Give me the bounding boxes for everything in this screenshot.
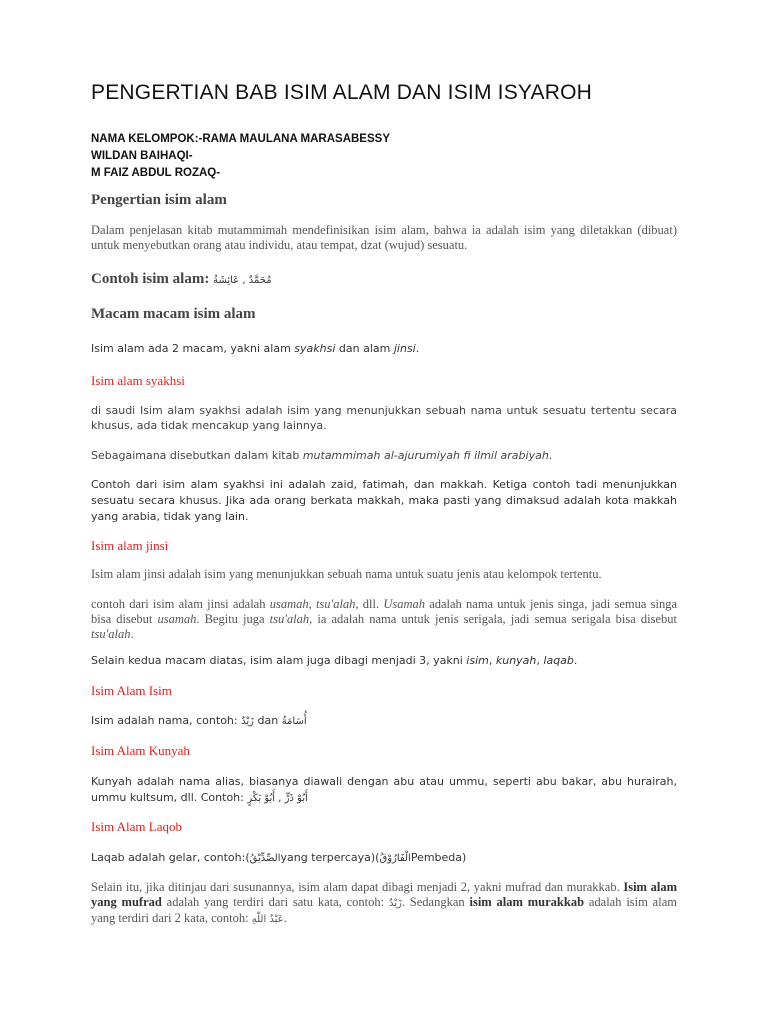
- heading-isim-alam-syakhsi: Isim alam syakhsi: [91, 373, 185, 388]
- text-run: ,: [536, 654, 544, 667]
- text-run: tsu'alah: [269, 612, 310, 626]
- arabic-word: الْفَارُوْقُ: [379, 853, 411, 864]
- heading-pengertian-isim-alam: Pengertian isim alam: [91, 192, 227, 208]
- text-run: adalah isim alam yang terdiri dari 2 kata, contoh:: [91, 895, 677, 925]
- text-run: adalah nama untuk jenis singa, jadi semua singa bisa disebut: [91, 597, 678, 626]
- arabic-word: أَبُوْ ذَرٍّ , أَبُوْ بَكْرٍ: [247, 793, 308, 804]
- text-run: usamah: [269, 597, 309, 611]
- heading-text: Contoh isim alam:: [91, 271, 210, 287]
- text-run: jinsi: [393, 342, 416, 355]
- text-run: , dll.: [355, 597, 384, 611]
- paragraph-kunyah: [91, 774, 677, 807]
- paragraph-laqob: [91, 850, 677, 867]
- arabic-word: الصِّدِّيْقُ: [249, 853, 281, 864]
- text-run: Usamah: [383, 597, 425, 611]
- text-run: Isim alam ada 2 macam, yakni alam: [91, 342, 295, 355]
- text-run: Selain itu, jika ditinjau dari susunannya, isim alam dapat dibagi menjadi 2, yakni mufrad dan murakkab.: [91, 880, 624, 894]
- group-member-line: WILDAN BAIHAQI-: [91, 150, 193, 162]
- group-members: [91, 131, 677, 182]
- arabic-word: أُسَامَةُ: [281, 716, 307, 727]
- text-run: , ia adalah nama untuk jenis serigala, jadi semua serigala bisa disebut: [309, 612, 677, 626]
- paragraph-jinsi-3: [91, 653, 677, 669]
- text-run: syakhsi: [294, 342, 336, 355]
- page-title: PENGERTIAN BAB ISIM ALAM DAN ISIM ISYAROH: [91, 81, 593, 104]
- text-run: tsu'alah: [315, 597, 356, 611]
- text-run: Kunyah adalah nama alias, biasanya diawali dengan abu atau ummu, seperti abu bakar, abu hurairah, ummu kultsum, dll. Contoh:: [91, 775, 677, 804]
- text-run: Sebagaimana disebutkan dalam kitab: [91, 449, 303, 462]
- paragraph-macam: [91, 341, 677, 357]
- heading-isim-alam-kunyah: Isim Alam Kunyah: [91, 743, 190, 758]
- paragraph-syakhsi-3: Contoh dari isim alam syakhsi ini adalah zaid, fatimah, dan makkah. Ketiga contoh tadi menunjukkan sesuatu secara khusus. Jika ada orang berkata makkah, maka pasti yang dimaksud adalah kota makkah yang arabia, tidak yang lain.: [91, 478, 677, 523]
- text-run: ,: [308, 597, 316, 611]
- text-run: isim: [466, 654, 489, 667]
- arabic-word: عَبْدُ اللّٰهِ: [251, 914, 284, 925]
- heading-isim-alam-jinsi: Isim alam jinsi: [91, 538, 169, 553]
- text-run: Selain kedua macam diatas, isim alam juga dibagi menjadi 3, yakni: [91, 654, 467, 667]
- text-run: contoh dari isim alam jinsi adalah: [91, 597, 270, 611]
- text-run: yang terpercaya)(: [280, 851, 380, 864]
- paragraph-mufrad-murakkab: [91, 880, 677, 927]
- text-run: Isim adalah nama, contoh:: [91, 714, 242, 727]
- text-run: Isim alam yang mufrad: [91, 880, 677, 909]
- paragraph-syakhsi-2: [91, 448, 677, 463]
- text-run: . Begitu juga: [196, 612, 270, 626]
- text-run: . Sedangkan: [401, 895, 470, 909]
- text-run: .: [548, 449, 553, 462]
- text-run: .: [130, 627, 134, 641]
- text-run: tsu'alah: [91, 627, 131, 641]
- heading-isim-alam-laqob: Isim Alam Laqob: [91, 819, 182, 834]
- paragraph-definition: Dalam penjelasan kitab mutammimah mendefinisikan isim alam, bahwa ia adalah isim yang diletakkan (dibuat) untuk menyebutkan orang atau individu, atau tempat, dzat (wujud) sesuatu.: [91, 223, 677, 252]
- text-run: dan: [253, 714, 282, 727]
- text-run: kunyah: [495, 654, 537, 667]
- heading-contoh-isim-alam: [91, 271, 677, 288]
- text-run: laqab: [543, 654, 574, 667]
- text-run: ,: [488, 654, 496, 667]
- text-run: .: [283, 911, 287, 925]
- arabic-word: زَيْدٌ: [388, 898, 402, 909]
- group-member-line: M FAIZ ABDUL ROZAQ-: [91, 167, 221, 179]
- text-run: Pembeda): [410, 851, 467, 864]
- text-run: .: [573, 654, 578, 667]
- arabic-word: زَيْدٌ: [241, 716, 254, 727]
- paragraph-syakhsi-1: di saudi Isim alam syakhsi adalah isim yang menunjukkan sebuah nama untuk sesuatu tertentu secara khusus, ada tidak mencakup yang lainnya.: [91, 404, 677, 432]
- text-run: .: [415, 342, 420, 355]
- paragraph-isim: [91, 713, 677, 730]
- text-run: adalah yang terdiri dari satu kata, contoh:: [161, 895, 389, 909]
- text-run: isim alam murakkab: [469, 895, 585, 909]
- text-run: Laqab adalah gelar, contoh:(: [91, 851, 250, 864]
- paragraph-jinsi-2: [91, 597, 677, 642]
- arabic-example: مُحَمَّدٌ , عَائِشَةُ: [213, 275, 272, 286]
- text-run: usamah: [157, 612, 197, 626]
- paragraph-jinsi-1: Isim alam jinsi adalah isim yang menunjukkan sebuah nama untuk suatu jenis atau kelompok tertentu.: [91, 567, 602, 581]
- group-member-line: NAMA KELOMPOK:-RAMA MAULANA MARASABESSY: [91, 133, 390, 145]
- text-run: dan alam: [335, 342, 394, 355]
- heading-isim-alam-isim: Isim Alam Isim: [91, 683, 172, 698]
- heading-macam-isim-alam: Macam macam isim alam: [91, 306, 256, 322]
- text-run: mutammimah al-ajurumiyah fi ilmil arabiyah: [302, 449, 549, 462]
